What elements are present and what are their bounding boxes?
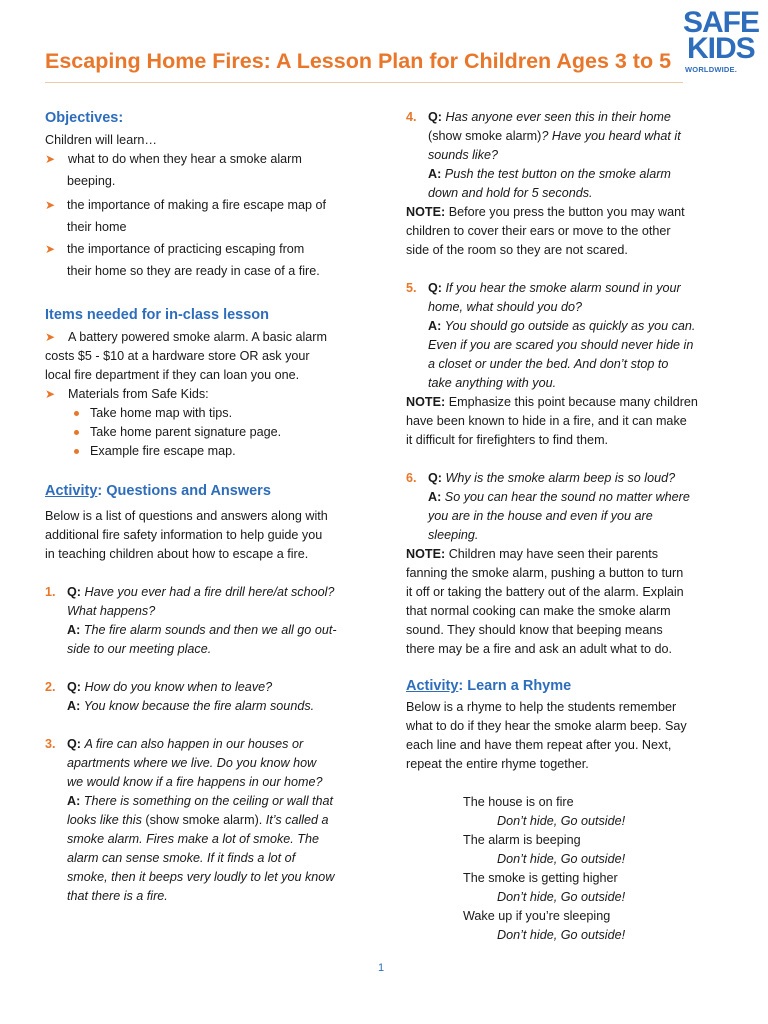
q2-number: 2. [45, 680, 56, 694]
arrow-bullet-icon: ➤ [45, 242, 56, 256]
q5-note-line3: it difficult for firefighters to find them. [406, 433, 609, 447]
item-1-line3: local fire department if they can loan you one. [45, 368, 300, 382]
q5-answer-line4: take anything with you. [428, 376, 557, 390]
q5-question-line1: Q: If you hear the smoke alarm sound in your [428, 281, 681, 295]
bullet-dot-icon [74, 411, 79, 416]
q6-note-line1: NOTE: Children may have seen their parents [406, 547, 658, 561]
activity-qa-intro-3: in teaching children about how to escape a fire. [45, 547, 309, 561]
q6-note-line2: fanning the smoke alarm, pushing a button to turn [406, 566, 684, 580]
items-needed-heading: Items needed for in-class lesson [45, 307, 270, 323]
q5-answer-line3: a closet or under the bed. And don’t stop to [428, 357, 669, 371]
q3-question-line3: we would know if a fire happens in our home? [67, 775, 323, 789]
rhyme-intro-4: repeat the entire rhyme together. [406, 757, 589, 771]
activity-rhyme-heading-rest: : Learn a Rhyme [458, 678, 572, 694]
q5-answer-line2: Even if you are scared you should never hide in [428, 338, 694, 352]
rhyme-line-1: The house is on fire [463, 795, 574, 809]
q5-question-line2: home, what should you do? [428, 300, 583, 314]
q6-note-line4: that normal cooking can make the smoke alarm [406, 604, 671, 618]
rhyme-intro-2: what to do if they hear the smoke alarm beep. Say [406, 719, 687, 733]
objective-3-line1: the importance of practicing escaping from [67, 242, 305, 256]
logo-kids: KIDS [687, 32, 755, 65]
q3-answer-line2: looks like this (show smoke alarm). It’s called a [67, 813, 329, 827]
objective-3-line2: their home so they are ready in case of a fire. [67, 264, 320, 278]
q1-question-line1: Q: Have you ever had a fire drill here/at school? [67, 585, 335, 599]
activity-qa-intro-1: Below is a list of questions and answers along with [45, 509, 328, 523]
q5-number: 5. [406, 281, 417, 295]
q4-note-line2: children to cover their ears or move to the other [406, 224, 671, 238]
rhyme-refrain-4: Don’t hide, Go outside! [497, 928, 626, 942]
arrow-bullet-icon: ➤ [45, 152, 56, 166]
q5-answer-line1: A: You should go outside as quickly as you can. [428, 319, 696, 333]
item-1-line2: costs $5 - $10 at a hardware store OR ask your [45, 349, 310, 363]
objective-2-line1: the importance of making a fire escape map of [67, 198, 327, 212]
activity-qa-intro-2: additional fire safety information to help guide you [45, 528, 323, 542]
q4-question-line3: sounds like? [428, 148, 499, 162]
bullet-dot-icon [74, 449, 79, 454]
q4-answer-line1: A: Push the test button on the smoke alarm [428, 167, 671, 181]
q3-number: 3. [45, 737, 56, 751]
arrow-bullet-icon: ➤ [45, 387, 56, 401]
rhyme-intro-1: Below is a rhyme to help the students remember [406, 700, 677, 714]
safe-kids-logo [683, 6, 760, 78]
activity-qa-heading [45, 482, 271, 501]
logo-safe: SAFE [683, 6, 760, 39]
objective-2-line2: their home [67, 220, 127, 234]
title-main: Escaping Home Fires: [45, 49, 271, 73]
q6-note-line6: there may be a fire and ask an adult what to do. [406, 642, 673, 656]
q4-note-line1: NOTE: Before you press the button you may want [406, 205, 685, 219]
q6-question: Q: Why is the smoke alarm beep is so loud? [428, 471, 676, 485]
q6-note-line5: sound. They should know that beeping means [406, 623, 663, 637]
q3-answer-line3: smoke alarm. Fires make a lot of smoke. The [67, 832, 319, 846]
rhyme-line-4: Wake up if you’re sleeping [463, 909, 611, 923]
rhyme-refrain-1: Don’t hide, Go outside! [497, 814, 626, 828]
q2-question: Q: How do you know when to leave? [67, 680, 273, 694]
page-title [45, 49, 671, 74]
q4-answer-line2: down and hold for 5 seconds. [428, 186, 593, 200]
q4-number: 4. [406, 110, 417, 124]
objective-1-line1: what to do when they hear a smoke alarm [68, 152, 302, 166]
q3-answer-line6: that there is a fire. [67, 889, 168, 903]
item-2: Materials from Safe Kids: [68, 387, 209, 401]
item-1-line1: A battery powered smoke alarm. A basic alarm [68, 330, 327, 344]
q3-answer-line1: A: There is something on the ceiling or wall that [67, 794, 334, 808]
q6-note-line3: it off or taking the battery out of the alarm. Explain [406, 585, 684, 599]
q6-answer-line1: A: So you can hear the sound no matter where [428, 490, 690, 504]
subitem-2: Take home parent signature page. [90, 425, 282, 439]
rhyme-line-2: The alarm is beeping [463, 833, 581, 847]
rhyme-intro-3: each line and have them repeat after you. Next, [406, 738, 672, 752]
q3-answer-line4: alarm can sense smoke. If it finds a lot of [67, 851, 296, 865]
q1-question-line2: What happens? [67, 604, 156, 618]
subitem-1: Take home map with tips. [90, 406, 233, 420]
q6-answer-line2: you are in the house and even if you are [428, 509, 653, 523]
activity-qa-heading-underlined: Activity [45, 483, 98, 499]
objectives-intro: Children will learn… [45, 133, 157, 147]
subitem-3: Example fire escape map. [90, 444, 236, 458]
q1-answer-line2: side to our meeting place. [67, 642, 212, 656]
activity-rhyme-heading-underlined: Activity [406, 678, 459, 694]
arrow-bullet-icon: ➤ [45, 198, 56, 212]
q3-question-line2: apartments where we live. Do you know how [67, 756, 317, 770]
logo-worldwide: WORLDWIDE. [685, 65, 737, 74]
q6-number: 6. [406, 471, 417, 485]
page-number: 1 [378, 962, 385, 974]
bullet-dot-icon [74, 430, 79, 435]
q4-question-line1: Q: Has anyone ever seen this in their home [428, 110, 671, 124]
q3-question-line1: Q: A fire can also happen in our houses or [67, 737, 304, 751]
activity-qa-heading-rest: : Questions and Answers [97, 483, 271, 499]
rhyme-line-3: The smoke is getting higher [463, 871, 618, 885]
q3-answer-line5: smoke, then it beeps very loudly to let you know [67, 870, 335, 884]
rhyme-refrain-2: Don’t hide, Go outside! [497, 852, 626, 866]
q4-note-line3: side of the room so they are not scared. [406, 243, 628, 257]
q1-answer-line1: A: The fire alarm sounds and then we all go out- [67, 623, 337, 637]
q5-note-line1: NOTE: Emphasize this point because many children [406, 395, 698, 409]
q1-number: 1. [45, 585, 56, 599]
arrow-bullet-icon: ➤ [45, 330, 56, 344]
objectives-heading: Objectives: [45, 110, 124, 126]
objective-1-line2: beeping. [67, 174, 116, 188]
title-divider [45, 82, 683, 83]
q4-question-line2: (show smoke alarm)? Have you heard what it [428, 129, 681, 143]
title-rest: A Lesson Plan for Children Ages 3 to 5 [270, 49, 672, 73]
rhyme-refrain-3: Don’t hide, Go outside! [497, 890, 626, 904]
q2-answer: A: You know because the fire alarm sounds. [67, 699, 315, 713]
q5-note-line2: have been known to hide in a fire, and it can make [406, 414, 687, 428]
activity-rhyme-heading [406, 677, 571, 696]
q6-answer-line3: sleeping. [428, 528, 479, 542]
